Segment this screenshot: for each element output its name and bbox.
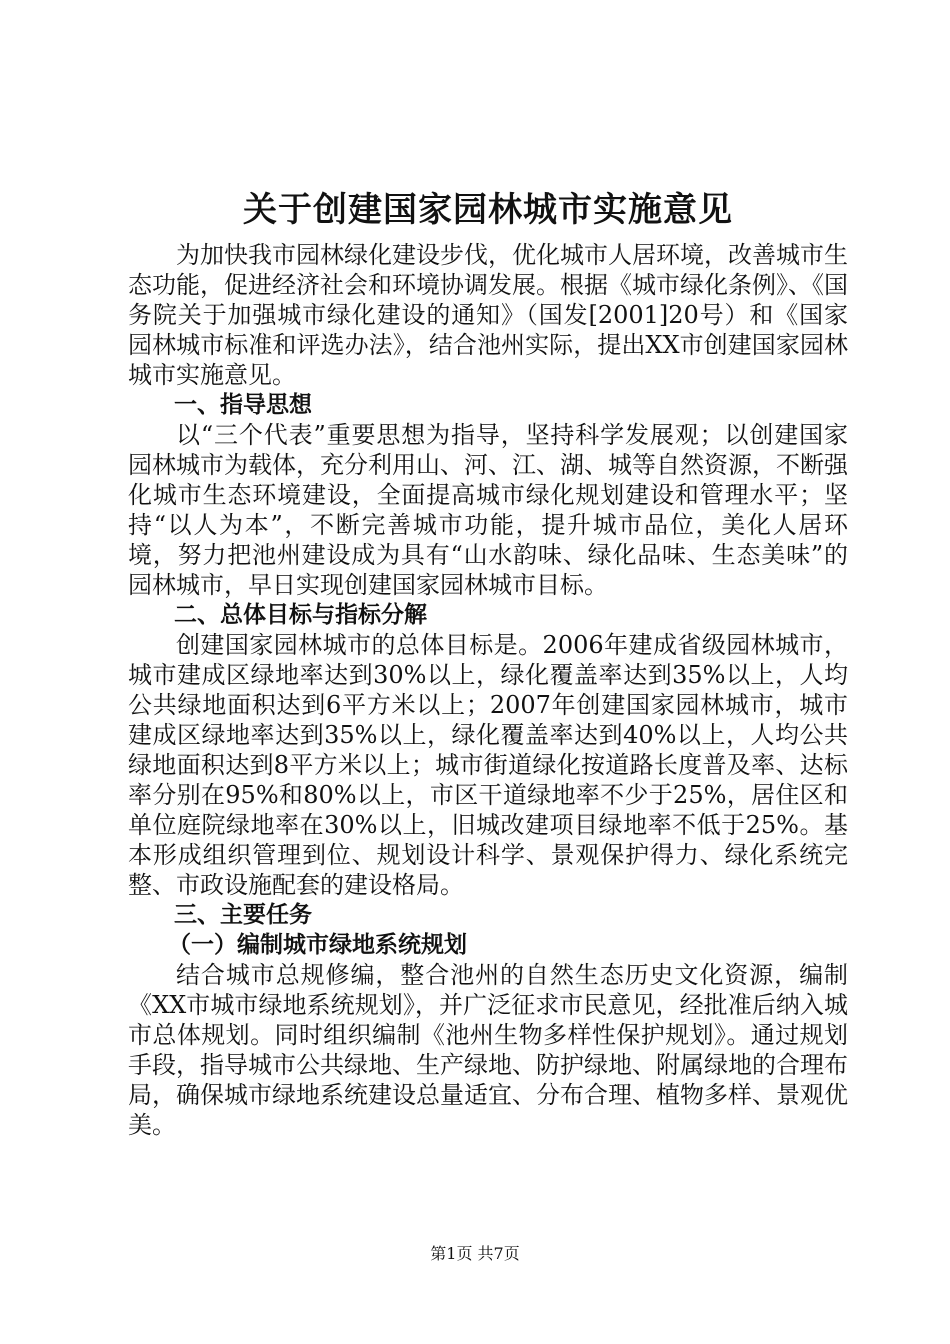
section-heading-guiding-ideology: 一、指导思想 — [174, 392, 312, 418]
section-heading-overall-goals: 二、总体目标与指标分解 — [174, 602, 427, 628]
subsection-heading-greenspace-plan: （一）编制城市绿地系统规划 — [168, 932, 467, 958]
section-paragraph-greenspace-plan: 结合城市总规修编，整合池州的自然生态历史文化资源，编制《XX市城市绿地系统规划》，并广泛征求市民意见，经批准后纳入城市总体规划。同时组织编制《池州生物多样性保护规划》。通过规划手段，指导城市公共绿地、生产绿地、防护绿地、附属绿地的合理布局，确保城市绿地系统建设总量适宜、分布合理、植物多样、景观优美。 — [128, 961, 848, 1139]
section-paragraph-overall-goals: 创建国家园林城市的总体目标是。2006年建成省级园林城市，城市建成区绿地率达到30%以上，绿化覆盖率达到35%以上，人均公共绿地面积达到6平方米以上；2007年创建国家园林城市，城市建成区绿地率达到35%以上，绿化覆盖率达到40%以上，人均公共绿地面积达到8平方米以上；城市街道绿化按道路长度普及率、达标率分别在95%和80%以上，市区干道绿地率不少于25%，居住区和单位庭院绿地率在30%以上，旧城改建项目绿地率不低于25%。基本形成组织管理到位、规划设计科学、景观保护得力、绿化系统完整、市政设施配套的建设格局。 — [128, 631, 848, 899]
page-number-footer: 第1页 共7页 — [430, 1244, 520, 1263]
section-paragraph-guiding-ideology: 以“三个代表”重要思想为指导，坚持科学发展观；以创建国家园林城市为载体，充分利用山、河、江、湖、城等自然资源，不断强化城市生态环境建设，全面提高城市绿化规划建设和管理水平；坚持“以人为本”，不断完善城市功能，提升城市品位，美化人居环境，努力把池州建设成为具有“山水韵味、绿化品味、生态美味”的园林城市，早日实现创建国家园林城市目标。 — [128, 421, 848, 599]
document-title: 关于创建国家园林城市实施意见 — [243, 190, 733, 230]
document-body — [128, 180, 848, 1140]
section-heading-main-tasks: 三、主要任务 — [174, 902, 312, 928]
intro-paragraph: 为加快我市园林绿化建设步伐，优化城市人居环境，改善城市生态功能，促进经济社会和环境协调发展。根据《城市绿化条例》、《国务院关于加强城市绿化建设的通知》（国发[2001]20号）和《国家园林城市标准和评选办法》，结合池州实际，提出XX市创建国家园林城市实施意见。 — [128, 241, 848, 389]
